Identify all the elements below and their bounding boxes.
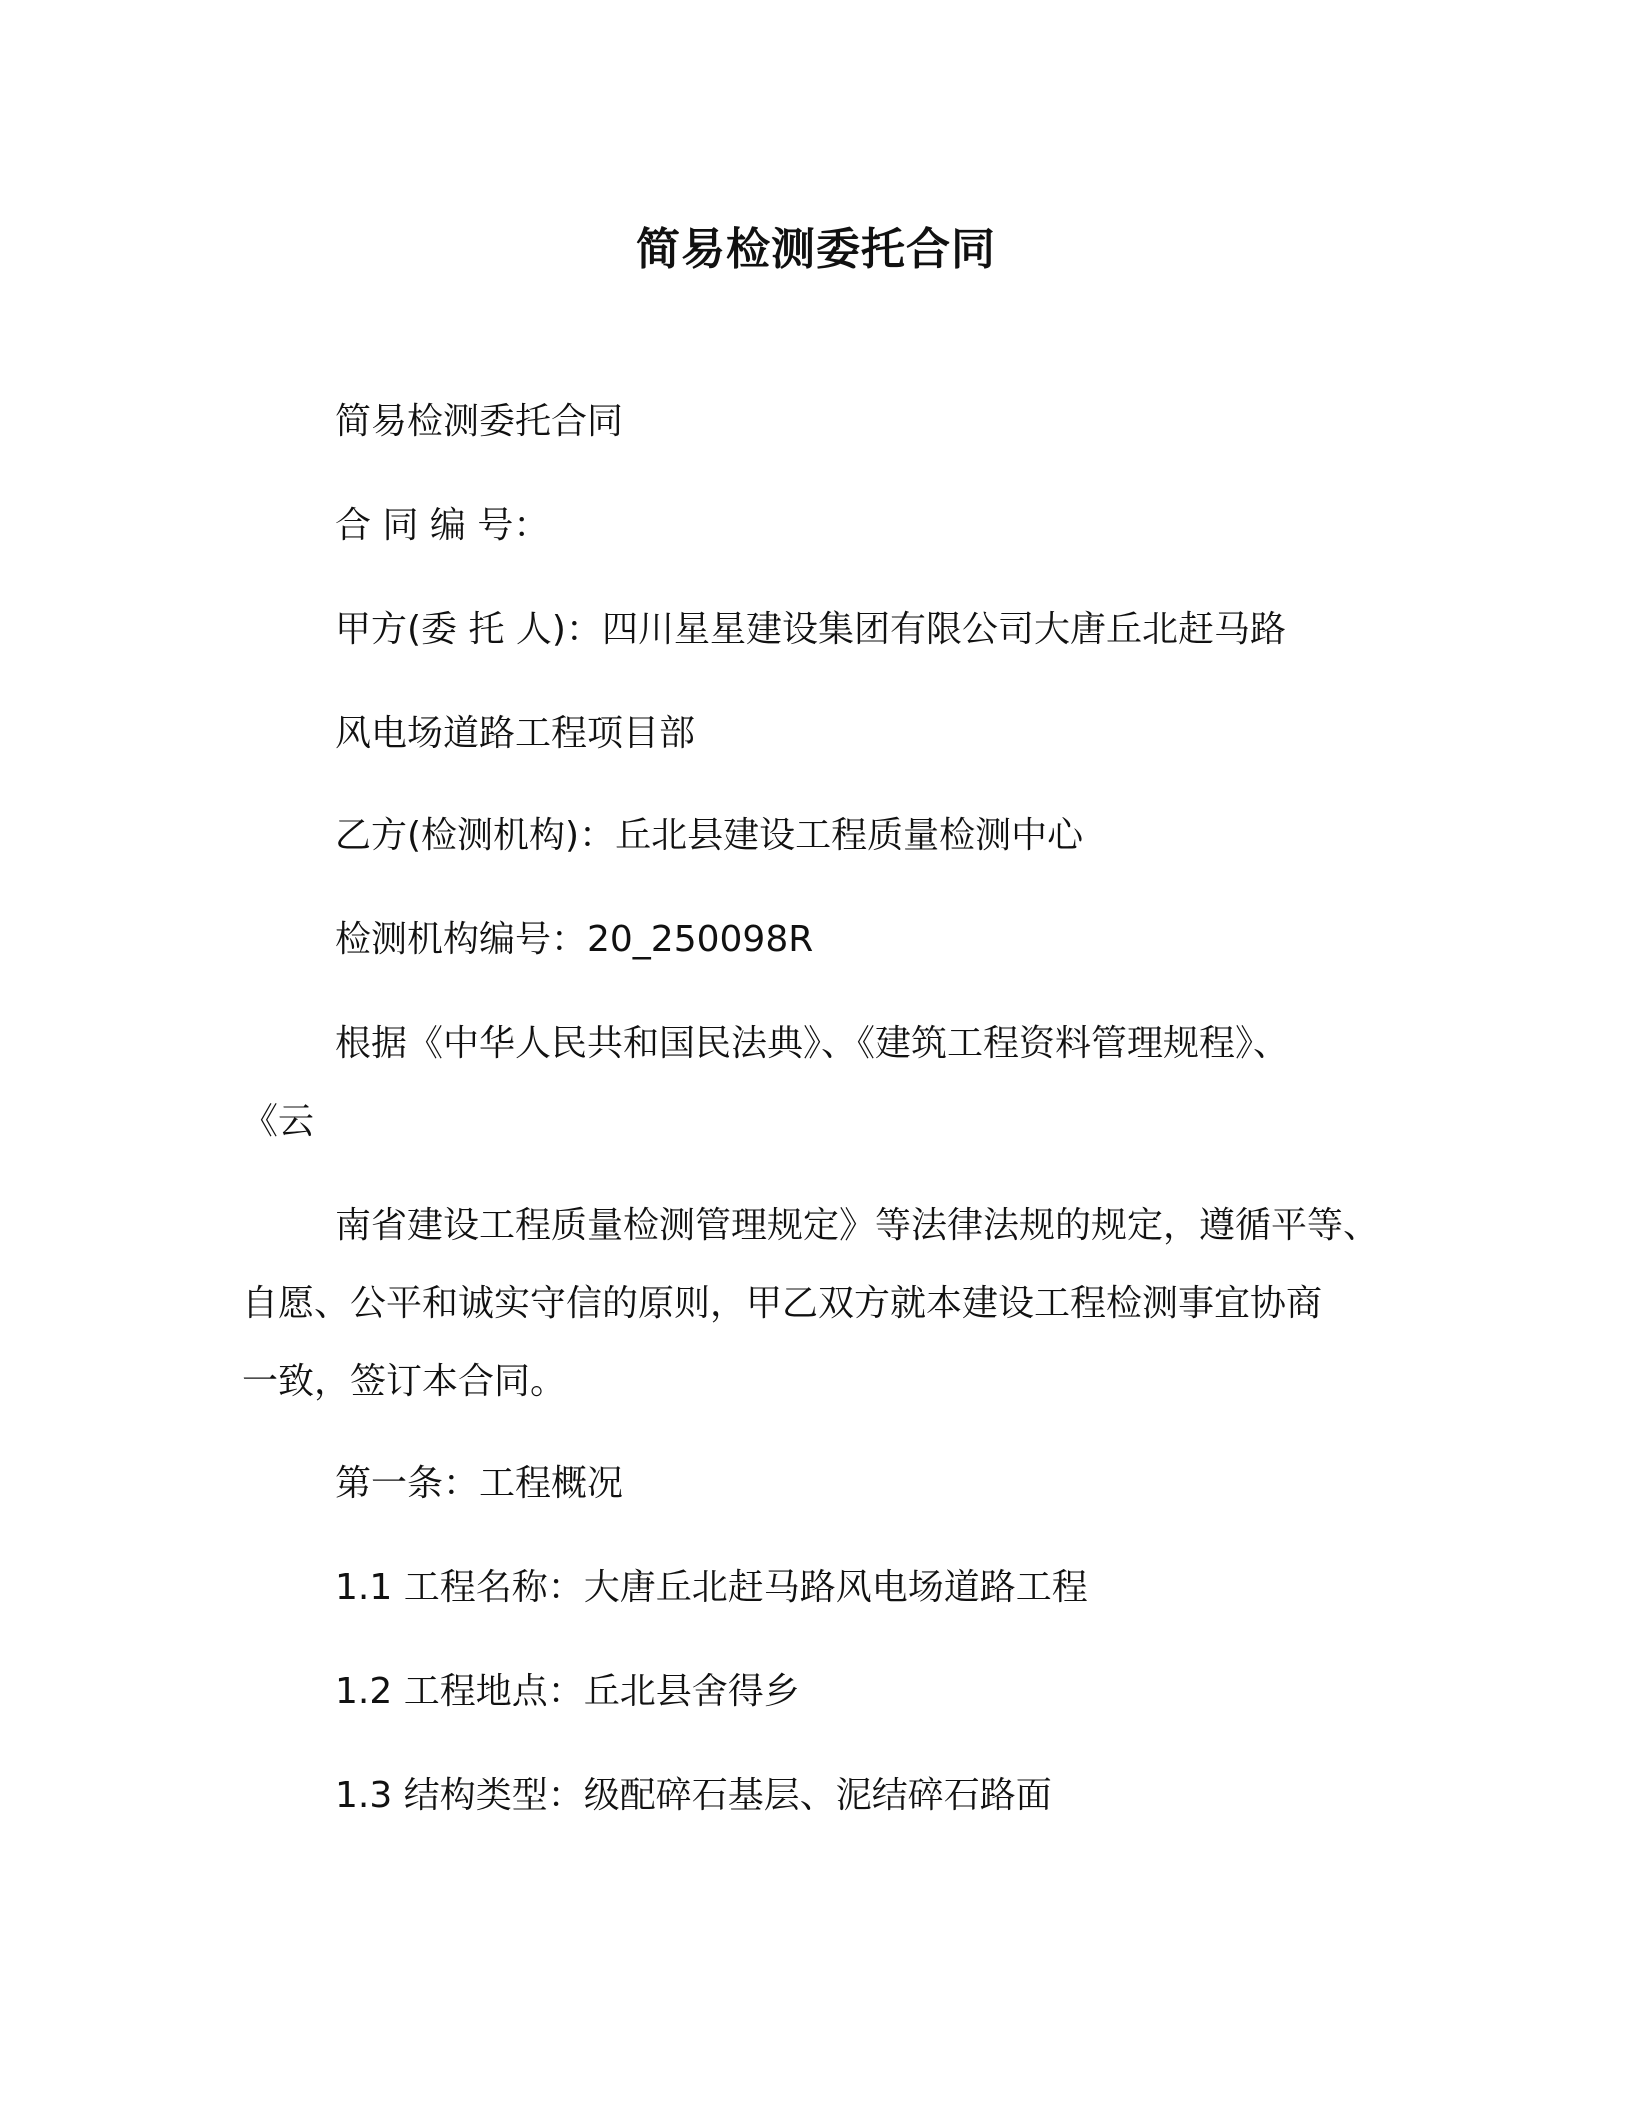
basis-paragraph-line-5: 一致，签订本合同。 (242, 1361, 567, 1402)
basis-paragraph-line-2: 《云 (242, 1101, 315, 1142)
agency-number-line: 检测机构编号：20_250098R (335, 919, 814, 960)
article-one-heading: 第一条：工程概况 (335, 1463, 624, 1504)
contract-number-label: 合 同 编 号： (335, 505, 550, 546)
party-b-line: 乙方(检测机构)：丘北县建设工程质量检测中心 (335, 815, 1084, 856)
structure-type-line: 1.3 结构类型：级配碎石基层、泥结碎石路面 (335, 1775, 1052, 1816)
party-a-continuation: 风电场道路工程项目部 (335, 713, 696, 754)
project-location-line: 1.2 工程地点：丘北县舍得乡 (335, 1671, 800, 1712)
subtitle-line: 简易检测委托合同 (335, 401, 624, 442)
document-title: 简易检测委托合同 (636, 224, 996, 275)
basis-paragraph-line-1: 根据《中华人民共和国民法典》、《建筑工程资料管理规程》、 (335, 1023, 1290, 1064)
party-a-line: 甲方(委 托 人)：四川星星建设集团有限公司大唐丘北赶马路 (335, 609, 1286, 650)
project-name-line: 1.1 工程名称：大唐丘北赶马路风电场道路工程 (335, 1567, 1088, 1608)
basis-paragraph-line-4: 自愿、公平和诚实守信的原则，甲乙双方就本建设工程检测事宜协商 (242, 1283, 1323, 1324)
basis-paragraph-line-3: 南省建设工程质量检测管理规定》等法律法规的规定，遵循平等、 (335, 1205, 1380, 1246)
